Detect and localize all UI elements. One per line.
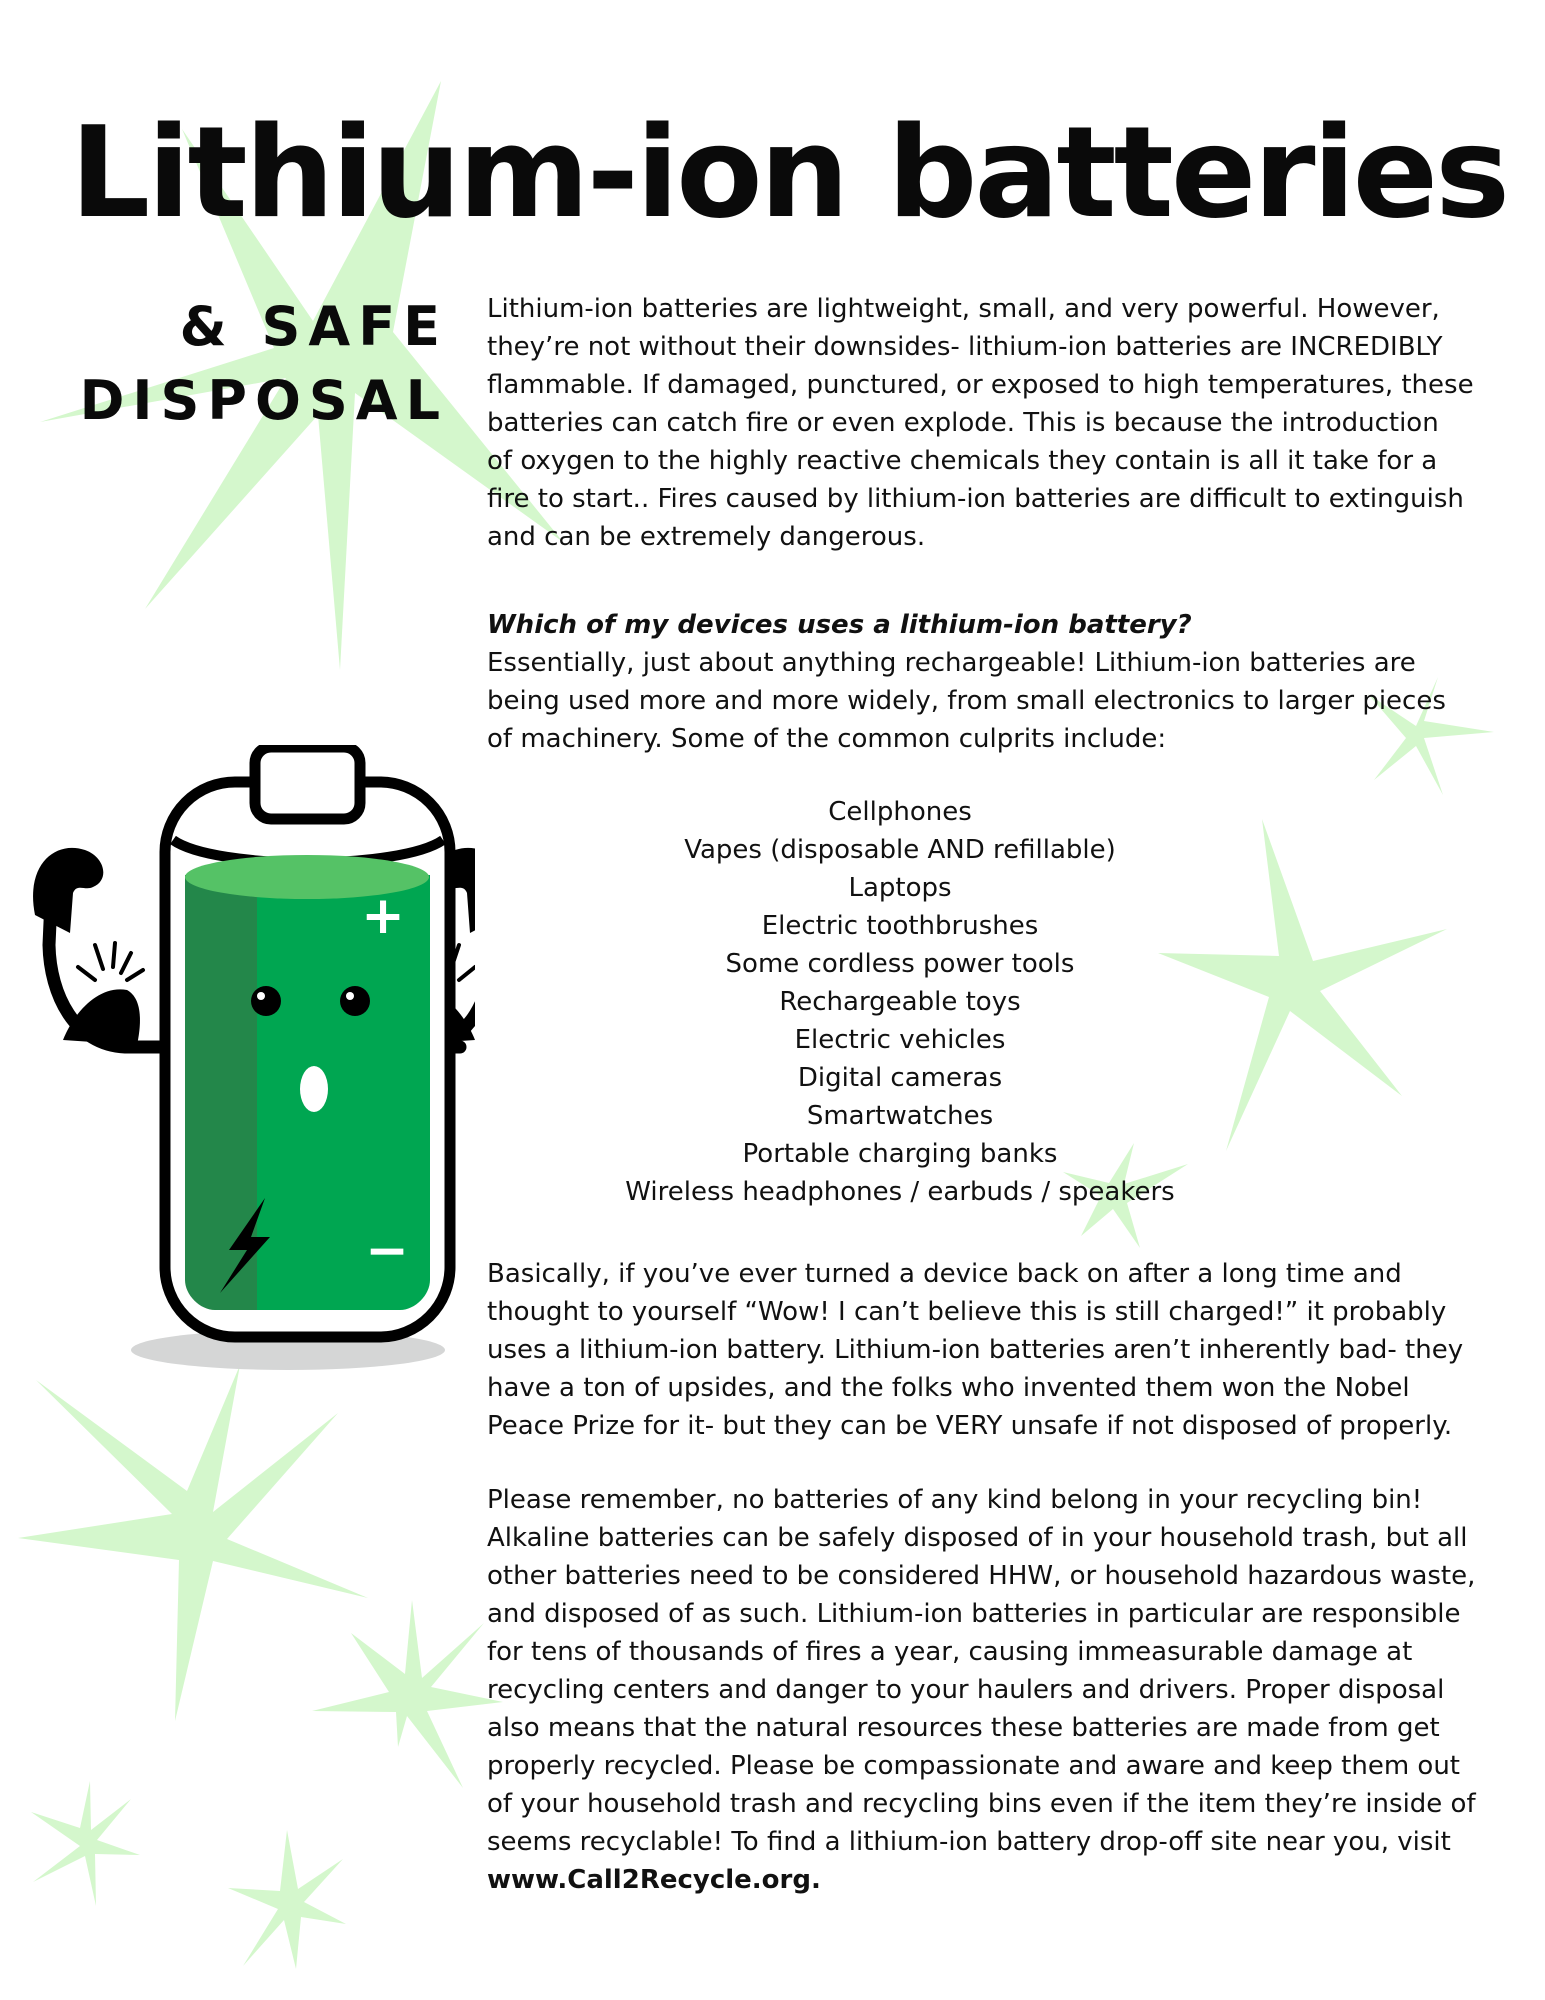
remember-line: also means that the natural resources these batteries are made from get	[487, 1713, 1440, 1743]
intro-line: and can be extremely dangerous.	[487, 522, 926, 552]
mascot-left-fist	[33, 848, 103, 933]
device-item: Vapes (disposable AND refillable)	[684, 835, 1116, 865]
basically-line: Peace Prize for it- but they can be VERY unsafe if not disposed of properly.	[487, 1411, 1453, 1441]
device-list	[600, 793, 1200, 1211]
intro-line: of oxygen to the highly reactive chemicals they contain is all it take for a	[487, 446, 1438, 476]
answer-line: of machinery. Some of the common culprits include:	[487, 724, 1167, 754]
remember-line: other batteries need to be considered HHW, or household hazardous waste,	[487, 1561, 1476, 1591]
subtitle-line-1: & SAFE	[179, 295, 448, 358]
subtitle-line-2: DISPOSAL	[79, 369, 448, 432]
remember-line: recycling centers and danger to your haulers and drivers. Proper disposal	[487, 1675, 1445, 1705]
answer-line: Essentially, just about anything rechargeable! Lithium-ion batteries are	[487, 648, 1416, 678]
device-item: Electric vehicles	[794, 1025, 1006, 1055]
mascot-mouth	[300, 1066, 328, 1112]
star-shape-bottom-left	[31, 1781, 140, 1906]
mascot-right-eye	[340, 986, 370, 1016]
plus-symbol: +	[361, 886, 405, 946]
device-item: Cellphones	[828, 797, 972, 827]
remember-line: for tens of thousands of fires a year, causing immeasurable damage at	[487, 1637, 1413, 1667]
device-item: Portable charging banks	[742, 1139, 1058, 1169]
answer-line: being used more and more widely, from small electronics to larger pieces	[487, 686, 1446, 716]
minus-symbol: −	[365, 1221, 409, 1281]
battery-mascot	[15, 745, 475, 1390]
basically-line: thought to yourself “Wow! I can’t believe this is still charged!” it probably	[487, 1297, 1447, 1327]
call2recycle-link[interactable]: www.Call2Recycle.org.	[487, 1865, 821, 1895]
intro-line: fire to start.. Fires caused by lithium-ion batteries are difficult to extinguish	[487, 484, 1464, 514]
star-shape-bottom-mid	[312, 1600, 503, 1788]
battery-terminal	[255, 747, 360, 819]
star-shape-right-large	[1158, 819, 1447, 1151]
basically-line: Basically, if you’ve ever turned a device back on after a long time and	[487, 1259, 1402, 1289]
device-item: Laptops	[848, 873, 952, 903]
intro-line: they’re not without their downsides- lithium-ion batteries are INCREDIBLY	[487, 332, 1443, 362]
question-heading: Which of my devices uses a lithium-ion battery?	[487, 610, 1192, 640]
remember-paragraph	[487, 1481, 1507, 1899]
device-item: Electric toothbrushes	[761, 911, 1039, 941]
remember-line: Please remember, no batteries of any kind belong in your recycling bin!	[487, 1485, 1423, 1515]
device-item: Some cordless power tools	[725, 949, 1075, 979]
device-item: Digital cameras	[797, 1063, 1003, 1093]
basically-line: have a ton of upsides, and the folks who invented them won the Nobel	[487, 1373, 1410, 1403]
intro-line: Lithium-ion batteries are lightweight, small, and very powerful. However,	[487, 294, 1440, 324]
intro-paragraph	[487, 290, 1507, 556]
remember-line: seems recyclable! To find a lithium-ion battery drop-off site near you, visit	[487, 1827, 1451, 1857]
remember-line: properly recycled. Please be compassionate and aware and keep them out	[487, 1751, 1460, 1781]
device-item: Smartwatches	[806, 1101, 994, 1131]
device-item: Wireless headphones / earbuds / speakers	[625, 1177, 1175, 1207]
remember-line: of your household trash and recycling bins even if the item they’re inside of	[487, 1789, 1476, 1819]
remember-line: Alkaline batteries can be safely disposed of in your household trash, but all	[487, 1523, 1468, 1553]
page-title: Lithium-ion batteries	[70, 99, 1508, 246]
page-subtitle	[80, 290, 448, 438]
remember-line: and disposed of as such. Lithium-ion batteries in particular are responsible	[487, 1599, 1461, 1629]
question-section	[487, 606, 1507, 758]
basically-paragraph	[487, 1255, 1507, 1445]
mascot-left-eye	[251, 986, 281, 1016]
device-item: Rechargeable toys	[779, 987, 1021, 1017]
basically-line: uses a lithium-ion battery. Lithium-ion batteries aren’t inherently bad- they	[487, 1335, 1464, 1365]
star-shape-bottom	[228, 1830, 346, 1969]
star-shape-lower-left	[18, 1365, 368, 1721]
intro-line: flammable. If damaged, punctured, or exposed to high temperatures, these	[487, 370, 1474, 400]
intro-line: batteries can catch fire or even explode. This is because the introduction	[487, 408, 1439, 438]
